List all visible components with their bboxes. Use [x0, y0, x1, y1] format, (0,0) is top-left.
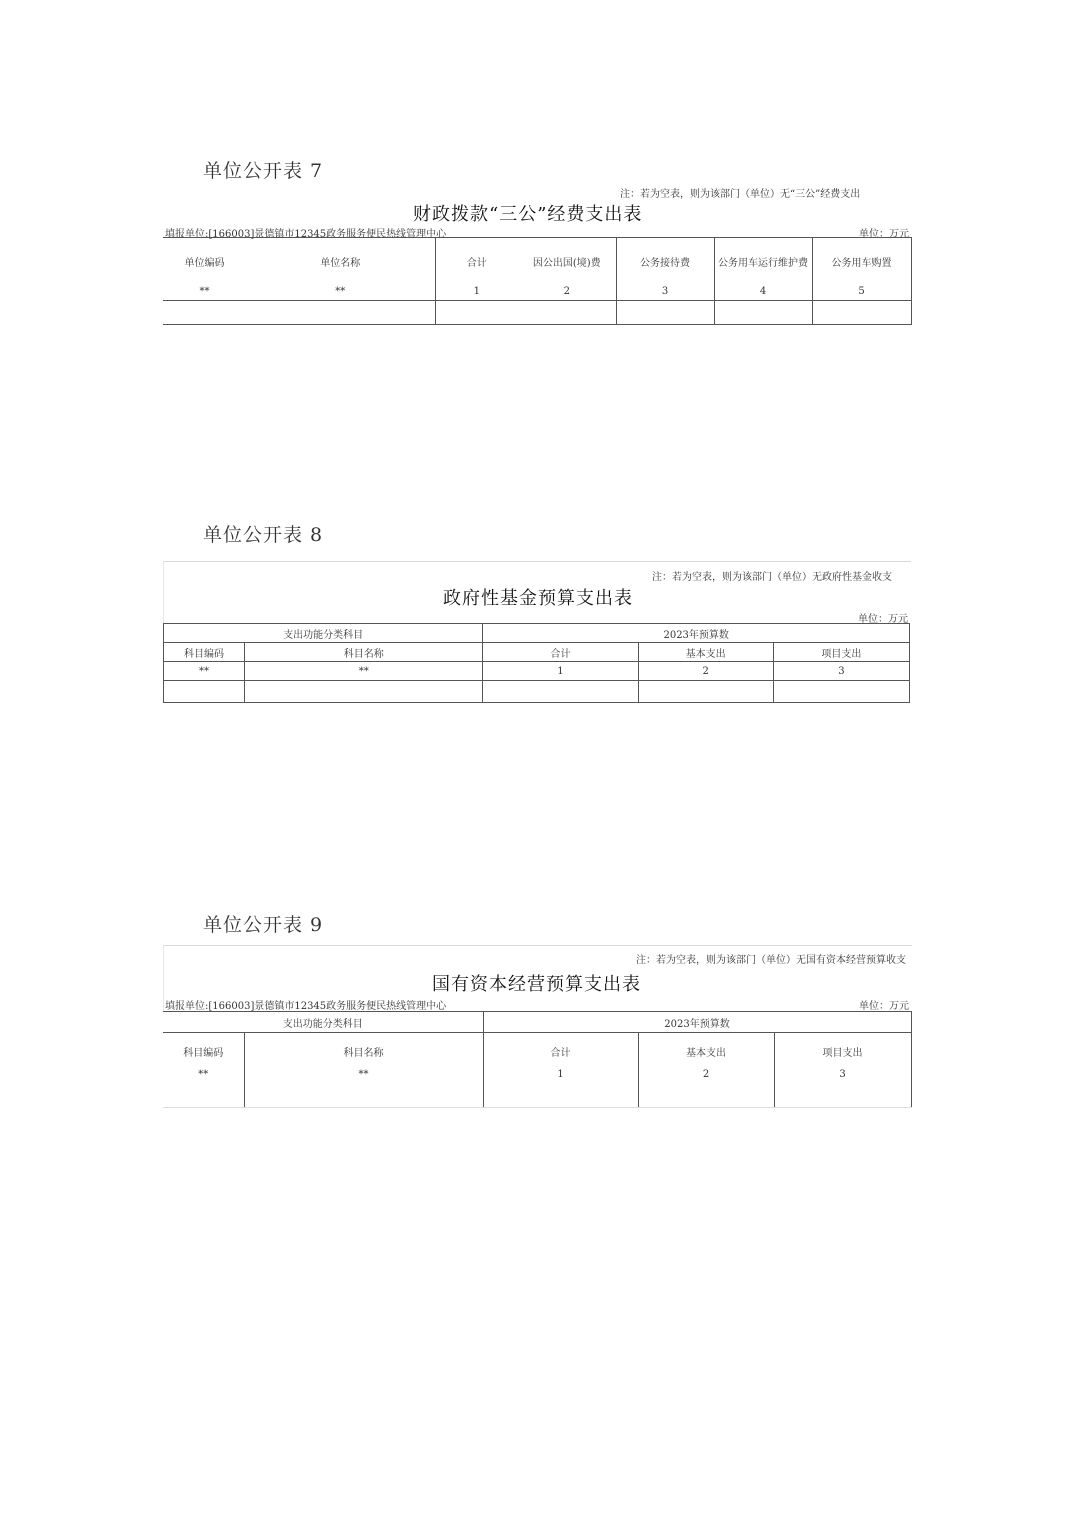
- t7-num-5: 4: [714, 282, 812, 301]
- t9-header-name: 科目名称: [244, 1033, 483, 1062]
- table7-title: 财政拨款“三公”经费支出表: [413, 204, 643, 225]
- t7-num-4: 3: [616, 282, 714, 301]
- table9-unit-label: 单位：万元: [859, 1001, 909, 1012]
- t8-header-name: 科目名称: [245, 643, 483, 662]
- table7-grid: [163, 237, 912, 325]
- t7-num-6: 5: [812, 282, 911, 301]
- t8-num-1: **: [245, 662, 483, 681]
- section-label-7: 单位公开表 7: [203, 160, 324, 182]
- t7-num-1: **: [246, 282, 435, 301]
- table9-title: 国有资本经营预算支出表: [432, 974, 641, 995]
- table8-grid: [163, 623, 910, 703]
- t8-num-4: 3: [773, 662, 909, 681]
- t7-num-0: **: [163, 282, 246, 301]
- table9-note: 注：若为空表，则为该部门（单位）无国有资本经营预算收支: [636, 955, 906, 966]
- t8-group-budget: 2023年预算数: [483, 624, 910, 643]
- t8-header-total: 合计: [483, 643, 638, 662]
- t9-num-3: 2: [638, 1061, 774, 1108]
- t7-num-2: 1: [435, 282, 518, 301]
- t8-group-function: 支出功能分类科目: [164, 624, 483, 643]
- t7-empty-row: [163, 301, 911, 325]
- t9-group-budget: 2023年预算数: [483, 1012, 911, 1033]
- t7-header-vehicle-operation: 公务用车运行维护费: [714, 238, 812, 283]
- section-label-8: 单位公开表 8: [203, 524, 324, 546]
- t9-header-project: 项目支出: [774, 1033, 911, 1062]
- t7-header-total: 合计: [466, 258, 487, 269]
- t8-header-basic: 基本支出: [638, 643, 773, 662]
- t9-num-2: 1: [483, 1061, 638, 1108]
- table9-grid: [163, 1011, 912, 1108]
- table8-title: 政府性基金预算支出表: [443, 588, 633, 609]
- section-label-9: 单位公开表 9: [203, 914, 324, 936]
- t7-header-reception: 公务接待费: [616, 238, 714, 283]
- t9-num-4: 3: [774, 1061, 911, 1108]
- table7-note: 注：若为空表，则为该部门（单位）无“三公”经费支出: [620, 189, 861, 200]
- t7-num-3: 2: [518, 282, 616, 301]
- table8-unit-label: 单位：万元: [858, 614, 908, 625]
- t8-num-3: 2: [638, 662, 773, 681]
- t9-group-function: 支出功能分类科目: [163, 1012, 483, 1033]
- table8-note: 注：若为空表，则为该部门（单位）无政府性基金收支: [652, 572, 892, 583]
- t9-header-code: 科目编码: [163, 1033, 244, 1062]
- t7-header-vehicle-purchase: 公务用车购置: [812, 238, 911, 283]
- table7-unit-label: 单位：万元: [859, 229, 909, 240]
- t8-empty-row: [164, 681, 910, 703]
- t7-header-unit-name: 单位名称: [246, 238, 435, 283]
- t9-num-1: **: [244, 1061, 483, 1108]
- t7-header-overseas: 因公出国(境)费: [518, 238, 616, 283]
- t8-header-code: 科目编码: [164, 643, 245, 662]
- t9-num-0: **: [163, 1061, 244, 1108]
- table7-unit-org: 填报单位:[166003]景德镇市12345政务服务便民热线管理中心: [165, 229, 447, 240]
- t8-num-0: **: [164, 662, 245, 681]
- t9-header-basic: 基本支出: [638, 1033, 774, 1062]
- table9-unit-org: 填报单位:[166003]景德镇市12345政务服务便民热线管理中心: [165, 1001, 447, 1012]
- t8-header-project: 项目支出: [773, 643, 909, 662]
- t7-header-unit-code: 单位编码: [184, 258, 225, 269]
- t9-header-total: 合计: [483, 1033, 638, 1062]
- t8-num-2: 1: [483, 662, 638, 681]
